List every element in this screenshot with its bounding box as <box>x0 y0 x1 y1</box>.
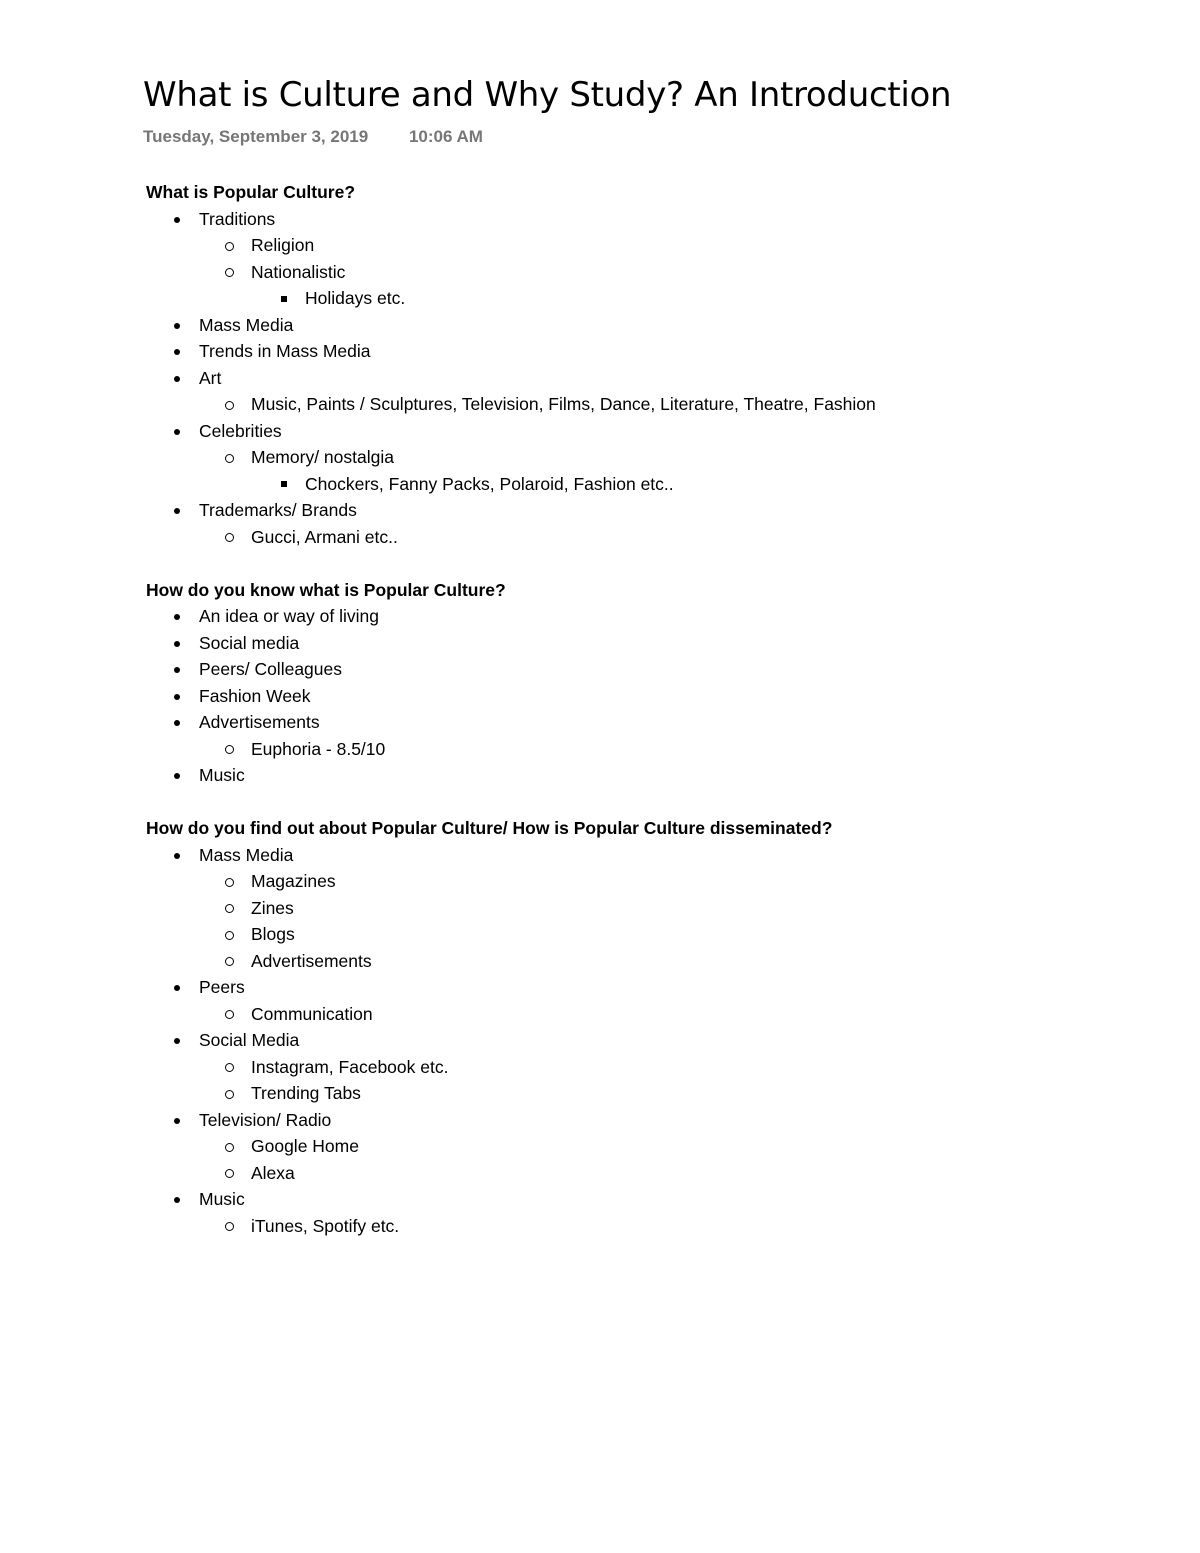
list-item-text: Trends in Mass Media <box>199 341 371 361</box>
hollow-circle-bullet-icon <box>225 444 239 471</box>
list-item-text: Social Media <box>199 1030 300 1050</box>
hollow-circle-bullet-icon <box>225 948 239 975</box>
list-item <box>146 365 1146 392</box>
list-item-text: Communication <box>251 1003 373 1024</box>
list-item-text: iTunes, Spotify etc. <box>251 1215 400 1236</box>
filled-circle-bullet-icon <box>173 603 187 630</box>
list-item <box>146 338 1146 365</box>
filled-circle-bullet-icon <box>173 338 187 365</box>
list-item-text: Chockers, Fanny Packs, Polaroid, Fashion etc.. <box>305 473 674 494</box>
list-item-text: Holidays etc. <box>305 288 406 308</box>
list-item <box>146 312 1146 339</box>
filled-circle-bullet-icon <box>173 1107 187 1134</box>
list-item <box>146 736 1146 763</box>
page-title: What is Culture and Why Study? An Introduction <box>143 75 952 115</box>
list-item <box>146 206 1146 233</box>
list-item <box>146 285 1146 312</box>
list-item <box>146 1160 1146 1187</box>
list-item-text: Music, Paints / Sculptures, Television, Films, Dance, Literature, Theatre, Fashion <box>251 394 876 414</box>
list-item-text: Blogs <box>251 924 295 944</box>
filled-circle-bullet-icon <box>173 1027 187 1054</box>
list-item <box>146 842 1146 869</box>
list-item-text: Fashion Week <box>199 685 311 706</box>
square-bullet-icon <box>280 471 294 498</box>
bullet-list <box>146 842 1146 1240</box>
filled-circle-bullet-icon <box>173 206 187 233</box>
list-item <box>146 683 1146 710</box>
page-time: 10:06 AM <box>408 127 483 146</box>
list-item <box>146 1107 1146 1134</box>
filled-circle-bullet-icon <box>173 683 187 710</box>
bullet-list <box>146 603 1146 789</box>
hollow-circle-bullet-icon <box>225 391 239 418</box>
note-body <box>146 179 1146 1266</box>
list-item <box>146 524 1146 551</box>
list-item-text: Mass Media <box>199 844 294 865</box>
filled-circle-bullet-icon <box>173 312 187 339</box>
list-item-text: Traditions <box>199 208 276 229</box>
hollow-circle-bullet-icon <box>225 1001 239 1028</box>
filled-circle-bullet-icon <box>173 709 187 736</box>
filled-circle-bullet-icon <box>173 497 187 524</box>
list-item-text: Alexa <box>251 1162 295 1183</box>
filled-circle-bullet-icon <box>173 365 187 392</box>
list-item <box>146 762 1146 789</box>
filled-circle-bullet-icon <box>173 656 187 683</box>
filled-circle-bullet-icon <box>173 1186 187 1213</box>
list-item <box>146 471 1146 498</box>
list-item <box>146 259 1146 286</box>
list-item-text: Mass Media <box>199 314 294 335</box>
list-item-text: An idea or way of living <box>199 606 379 626</box>
list-item-text: Zines <box>251 897 294 918</box>
list-item <box>146 1080 1146 1107</box>
list-item <box>146 709 1146 736</box>
list-item-text: Memory/ nostalgia <box>251 447 394 467</box>
filled-circle-bullet-icon <box>173 762 187 789</box>
list-item <box>146 1186 1146 1213</box>
hollow-circle-bullet-icon <box>225 1133 239 1160</box>
list-item-text: Music <box>199 1189 245 1209</box>
section-heading: How do you find out about Popular Culture/ How is Popular Culture disseminated? <box>146 818 833 838</box>
list-item <box>146 1133 1146 1160</box>
page-timestamp <box>143 126 483 148</box>
bullet-list <box>146 206 1146 551</box>
hollow-circle-bullet-icon <box>225 1160 239 1187</box>
list-item <box>146 497 1146 524</box>
section-heading: What is Popular Culture? <box>146 182 356 202</box>
list-item <box>146 1213 1146 1240</box>
list-item-text: Magazines <box>251 871 336 891</box>
list-item <box>146 630 1146 657</box>
hollow-circle-bullet-icon <box>225 1213 239 1240</box>
note-section <box>146 179 1146 550</box>
list-item <box>146 948 1146 975</box>
list-item-text: Music <box>199 765 245 785</box>
list-item-text: Advertisements <box>251 950 372 971</box>
section-heading: How do you know what is Popular Culture? <box>146 579 506 600</box>
list-item <box>146 232 1146 259</box>
list-item <box>146 974 1146 1001</box>
hollow-circle-bullet-icon <box>225 1054 239 1081</box>
hollow-circle-bullet-icon <box>225 259 239 286</box>
square-bullet-icon <box>280 285 294 312</box>
list-item-text: Religion <box>251 235 315 255</box>
list-item <box>146 921 1146 948</box>
hollow-circle-bullet-icon <box>225 232 239 259</box>
list-item <box>146 603 1146 630</box>
hollow-circle-bullet-icon <box>225 524 239 551</box>
list-item-text: Instagram, Facebook etc. <box>251 1056 449 1077</box>
list-item <box>146 1027 1146 1054</box>
filled-circle-bullet-icon <box>173 974 187 1001</box>
list-item <box>146 444 1146 471</box>
list-item <box>146 391 1146 418</box>
list-item <box>146 418 1146 445</box>
hollow-circle-bullet-icon <box>225 895 239 922</box>
list-item-text: Art <box>199 367 222 388</box>
list-item-text: Gucci, Armani etc.. <box>251 526 398 547</box>
list-item-text: Trending Tabs <box>251 1083 361 1103</box>
list-item <box>146 1001 1146 1028</box>
list-item-text: Trademarks/ Brands <box>199 500 357 520</box>
note-section <box>146 815 1146 1239</box>
filled-circle-bullet-icon <box>173 418 187 445</box>
hollow-circle-bullet-icon <box>225 1080 239 1107</box>
list-item-text: Social media <box>199 632 300 653</box>
list-item-text: Television/ Radio <box>199 1109 332 1130</box>
list-item-text: Nationalistic <box>251 261 346 282</box>
note-section <box>146 577 1146 789</box>
hollow-circle-bullet-icon <box>225 736 239 763</box>
list-item-text: Peers <box>199 977 245 997</box>
list-item <box>146 868 1146 895</box>
list-item-text: Advertisements <box>199 712 320 732</box>
list-item-text: Google Home <box>251 1136 359 1156</box>
filled-circle-bullet-icon <box>173 630 187 657</box>
list-item <box>146 1054 1146 1081</box>
list-item-text: Euphoria - 8.5/10 <box>251 738 386 759</box>
filled-circle-bullet-icon <box>173 842 187 869</box>
page-date: Tuesday, September 3, 2019 <box>143 127 369 146</box>
list-item-text: Peers/ Colleagues <box>199 659 342 679</box>
hollow-circle-bullet-icon <box>225 868 239 895</box>
list-item <box>146 656 1146 683</box>
hollow-circle-bullet-icon <box>225 921 239 948</box>
list-item <box>146 895 1146 922</box>
list-item-text: Celebrities <box>199 420 282 441</box>
